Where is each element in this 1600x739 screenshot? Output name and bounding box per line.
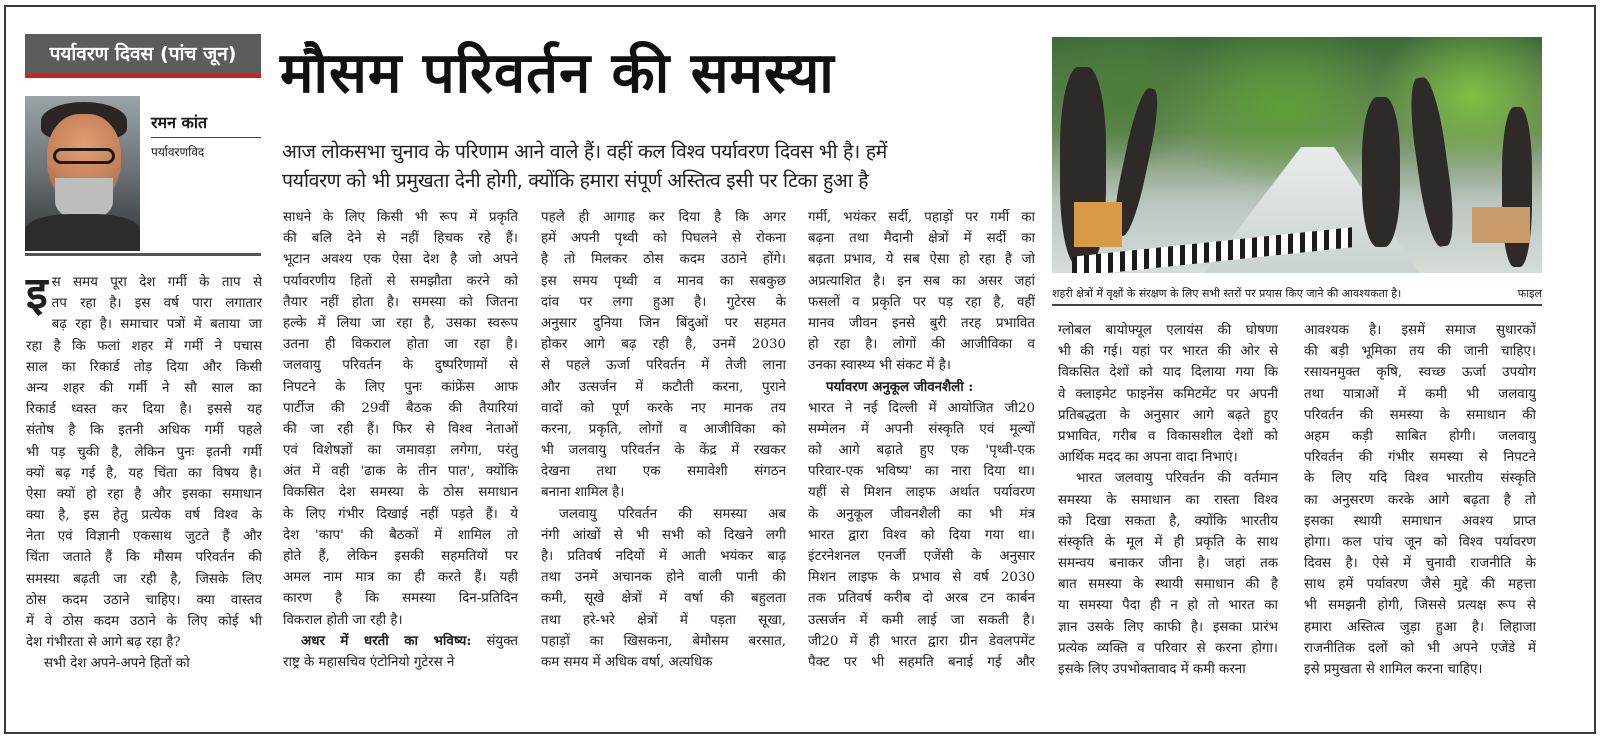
text-line: आर्थिक मदद का अपना वादा निभाएं। (1058, 450, 1238, 466)
text-line: रहा है कि फलां शहर में गर्मी ने पचास (26, 338, 262, 354)
subheading: पर्यावरण अनुकूल जीवनशैली : (826, 378, 974, 395)
photo-credit: फाइल (1517, 287, 1542, 300)
text-line: की बलि देने से नहीं हिचक रहे हैं। (283, 231, 518, 247)
text-line: भारत जलवायु परिवर्तन की वर्तमान (1076, 471, 1278, 487)
text-line: ठोस कदम उठाने चाहिए। क्या वास्तव (26, 592, 262, 608)
text-line: या समस्या पैदा ही न हो तो भारत का (1058, 598, 1278, 614)
text-line: और उत्सर्जन में कटौती करना, पुराने (541, 379, 786, 395)
text-line: रिकार्ड ध्वस्त कर दिया है। इससे यह (26, 402, 262, 418)
text-line: होते हैं, लेकिन इसकी सहमतियों पर (283, 549, 518, 564)
text-line: निपटने के लिए पुनः कांफ्रेंस आफ (283, 379, 518, 395)
text-line: देखना तथा एक समावेशी संगठन (541, 464, 786, 480)
text-line: यहीं से मिशन लाइफ अर्थात पर्यावरण (808, 485, 1035, 501)
text-line: के लिए यदि विश्व भारतीय संस्कृति (1304, 471, 1536, 487)
text-line: इसके लिए उपभोक्तावाद में कमी करना (1058, 662, 1246, 677)
text-line: साधने के लिए किसी भी रूप में प्रकृति (283, 210, 518, 225)
text-line: नंगी आंखों से भी सभी को दिखने लगी (541, 527, 786, 543)
text-line: जी20 में ही भारत द्वारा ग्रीन डेवलपमेंट (808, 633, 1035, 649)
text-line: अमल नाम मात्र का ही करते हैं। यही (283, 570, 518, 586)
deck-line: आज लोकसभा चुनाव के परिणाम आने वाले हैं। वहीं कल विश्व पर्यावरण दिवस भी है। हमें (282, 140, 887, 163)
text-line: कमी, सूखे क्षेत्रों में वर्षा की बहुलता (541, 591, 786, 607)
text-line: पैक्ट पर भी सहमति बनाई गई और (808, 654, 1035, 670)
text-line: परिवार-एक भविष्य' का नारा दिया था। (808, 464, 1035, 480)
text-line: ग्लोबल बायोफ्यूल एलायंस की घोषणा (1058, 323, 1278, 338)
deck-line: पर्यावरण को भी प्रमुखता देनी होगी, क्योंकि हमारा संपूर्ण अस्तित्व इसी पर टिका हुआ है (282, 169, 869, 192)
text-line: के लिए गंभीर दिखाई नहीं पड़ते हैं। ये (283, 506, 518, 522)
text-line: हल्के में लिया जा रहा है, उसका स्वरूप (283, 315, 518, 331)
text-line: पहले ही आगाह कर दिया है कि अगर (541, 210, 786, 225)
text-line: कारण है कि समस्या दिन-प्रतिदिन (283, 591, 518, 607)
text-line: समस्या के समाधान का रास्ता विश्व (1058, 492, 1278, 508)
text-line: तक प्रतिवर्ष करीब दो अरब टन कार्बन (808, 591, 1035, 607)
text-line: साल का रिकार्ड तोड़ दिया और किसी (26, 359, 262, 375)
subheading-line (283, 631, 518, 652)
text-line: बात समस्या के स्थायी समाधान की है (1058, 577, 1278, 593)
author-photo (25, 96, 140, 251)
text-line: प्रभावित, गरीब व विकासशील देशों को (1058, 428, 1278, 444)
drop-cap: इ (26, 268, 48, 319)
photo-tree-trunk (1502, 107, 1532, 267)
text-line: भूटान अवश्य एक ऐसा देश है जो अपने (283, 252, 518, 268)
text-line: रसायनमुक्त कृषि, स्वच्छ ऊर्जा उपयोग (1304, 365, 1536, 381)
text-line: भी समझनी होगी, जिससे प्रत्यक्ष रूप से (1304, 598, 1536, 614)
article-column-3 (541, 207, 786, 673)
text-line: पार्टीज की 29वीं बैठक की तैयारियां (283, 400, 518, 416)
text-line: होकर आगे बढ़ रही है, उनमें 2030 (541, 337, 786, 353)
text-line: मिशन लाइफ के प्रभाव से वर्ष 2030 (808, 570, 1035, 586)
text-line: आवश्यक है। इसमें समाज सुधारकों (1304, 323, 1536, 338)
deck (282, 137, 1040, 195)
text-line: नेता एवं विज्ञानी एकसाथ जुटते हैं और (26, 529, 262, 545)
text-line: होगा। कल पांच जून को विश्व पर्यावरण (1304, 534, 1536, 550)
text-line: क्या है, इस हेतु प्रत्येक वर्ष विश्व के (26, 508, 262, 524)
text-line: चिंता जताते हैं कि मौसम परिवर्तन की (26, 550, 262, 566)
text-line: हमारा अस्तित्व जुड़ा हुआ है। लिहाजा (1304, 619, 1536, 635)
text-line: दिवस है। ऐसे में चुनावी राजनीति के (1304, 556, 1536, 572)
text-line: परिवर्तन की समस्या के समाधान की (1304, 407, 1536, 423)
text-line: ज्ञान उसके लिए काफी है। इसका प्रारंभ (1058, 619, 1278, 635)
text-line: से पहले ऊर्जा परिवर्तन में तेजी लाना (541, 358, 786, 374)
text-line: अंत में वही 'ढाक के तीन पात', क्योंकि (283, 464, 518, 480)
text-line: करना, प्रकृति, लोगों व आजीविका को (541, 421, 786, 437)
text-line: क्यों बढ़ गई है, यह चिंता का विषय है। (26, 465, 262, 481)
text-line: अन्य शहर की गर्मी ने सौ साल का (26, 380, 262, 396)
text-line: गर्मी, भयंकर सर्दी, पहाड़ों पर गर्मी का (808, 210, 1035, 225)
text-line: संतोष है कि इतनी अधिक गर्मी पहले (26, 423, 262, 439)
text-line: वादों को पूर्ण करके नए मानक तय (541, 400, 786, 416)
text-line: भारत द्वारा विश्व को दिया गया था। (808, 527, 1035, 543)
text-line: अनुसार दुनिया जिन बिंदुओं पर सहमत (541, 315, 786, 331)
text-line: उनका स्वास्थ्य भी संकट में है। (808, 358, 951, 374)
article-column-5 (1058, 320, 1278, 680)
subheading: अधर में धरती का भविष्य: (301, 632, 472, 649)
author-name: रमन कांत (151, 111, 261, 138)
text-line: साथ हमें पर्यावरण जैसे मुद्दे की महत्ता (1304, 577, 1536, 593)
text-line: समन्वय बनाकर जीना है। जहां तक (1058, 556, 1278, 572)
photo-tree-trunk (1362, 97, 1400, 247)
text-line: में वे ठोस कदम उठाने के लिए कोई भी (26, 614, 262, 629)
article-column-6 (1304, 320, 1536, 680)
text-line: स समय पूरा देश गर्मी के ताप से (51, 275, 262, 290)
text-line: भी पड़ चुकी है, लेकिन पुनः इतनी गर्मी (26, 444, 262, 460)
photo-tree-trunk (1405, 76, 1458, 249)
text-line: तथा उनमें अचानक होने वाली पानी की (541, 570, 786, 586)
text-line: इस समय पृथ्वी व मानव का सबकुछ (541, 273, 786, 289)
text-line: फसलों व प्रकृति पर पड़ रहा है, वहीं (808, 294, 1035, 310)
text-line: बढ़ रहा है। समाचार पत्रों में बताया जा (51, 317, 262, 333)
photo-caption: शहरी क्षेत्रों में वृक्षों के संरक्षण के लिए सभी स्तरों पर प्रयास किए जाने की आवश्यकता है। (1052, 287, 1402, 300)
text-line: हमें अपनी पृथ्वी को पिघलने से रोकना (541, 231, 786, 247)
text-line: देश गंभीरता से आगे बढ़ रहा है? (26, 635, 181, 651)
text-line: भी की गई। यहां पर भारत की ओर से (1058, 344, 1278, 360)
text-line: को दिखा सकता है, क्योंकि भारतीय (1058, 513, 1278, 529)
headline: मौसम परिवर्तन की समस्या (280, 41, 835, 106)
author-divider (25, 253, 261, 256)
text-line: मानव जीवन इनसे बुरी तरह प्रभावित (808, 315, 1035, 331)
text-line: की जा रही हैं। फिर से विश्व नेताओं (283, 421, 518, 437)
photo-fence (1472, 207, 1530, 243)
text-line: राजनीतिक दलों को भी अपने एजेंडे में (1304, 640, 1536, 656)
text-line: तैयार नहीं होता है। समस्या को जितना (283, 294, 518, 310)
text-line: पहाड़ों का खिसकना, बेमौसम बरसात, (541, 633, 786, 649)
text-line: बढ़ता प्रभाव, ये सब ऐसा हो रहा है जो (808, 252, 1035, 268)
tree-lined-road-photo (1052, 37, 1542, 273)
text-line: भी जलवायु परिवर्तन के केंद्र में रखकर (541, 443, 786, 459)
text-line: तथा यात्राओं में कमी भी जलवायु (1304, 386, 1536, 402)
text-line: ऐसा क्यों हो रहा है और इसका समाधान (26, 486, 262, 502)
text-line: बढ़ना तथा मैदानी क्षेत्रों में सर्दी का (808, 231, 1035, 247)
text-line: समस्या बढ़ती जा रही है, जिसके लिए (26, 571, 262, 587)
text-line: प्रतिबद्धता के अनुसार आगे बढ़ते हुए (1058, 407, 1278, 423)
text-line: संस्कृति के मूल में ही प्रकृति के साथ (1058, 534, 1278, 550)
text-line: देश 'काप' की बैठकों में शामिल तो (283, 527, 518, 543)
text-line: को आगे बढ़ाते हुए एक 'पृथ्वी-एक (808, 443, 1035, 459)
photo-caption-row (1052, 285, 1542, 306)
author-role: पर्यावरणविद (151, 145, 205, 159)
text-line: सम्मेलन में अपनी संस्कृति एवं मूल्यों (808, 421, 1035, 437)
text-line: तथा हरे-भरे क्षेत्रों में पड़ता सूखा, (541, 612, 786, 628)
text-line: की बड़ी भूमिका तय की जानी चाहिए। (1304, 344, 1536, 360)
article-column-1 (26, 268, 262, 675)
text-line: है। प्रतिवर्ष नदियों में आती भयंकर बाढ़ (541, 549, 786, 564)
text-line: जलवायु परिवर्तन की समस्या अब (559, 506, 786, 522)
text-line: हो रहा है। लोगों की आजीविका व (808, 337, 1035, 353)
subheading-continuation: संयुक्त (471, 633, 518, 649)
text-line: प्रत्येक व्यक्ति व परिवार से करना होगा। (1058, 640, 1278, 656)
text-line: उतना ही विकराल होता जा रहा है। (283, 337, 518, 353)
subheading-line (808, 377, 1035, 398)
text-line: कम समय में अधिक वर्षा, अत्यधिक (541, 654, 713, 670)
text-line: इसका स्थायी समाधान अवश्य प्राप्त (1304, 513, 1536, 529)
text-line: सभी देश अपने-अपने हितों को (44, 656, 190, 672)
text-line: पर्यावरणीय हितों से समझौता करने को (283, 273, 518, 289)
section-kicker: पर्यावरण दिवस (पांच जून) (25, 34, 261, 78)
article-column-2 (283, 207, 518, 673)
text-line: राष्ट्र के महासचिव एंटोनियो गुटेरस ने (283, 654, 455, 670)
text-line: बनाना शामिल है। (541, 485, 625, 501)
text-line: तप रहा है। इस वर्ष पारा लगातार (51, 296, 262, 312)
text-line: विकराल होती जा रही है। (283, 612, 403, 628)
text-line: उत्सर्जन में कमी लाई जा सकती है। (808, 612, 1035, 628)
text-line: दांव पर लगा हुआ है। गुटेरस के (541, 294, 786, 310)
text-line: अहम कड़ी साबित होगी। जलवायु (1304, 428, 1536, 444)
author-shirt (25, 214, 140, 251)
photo-fence (1074, 202, 1122, 247)
text-line: वे क्लाइमेट फाइनेंस कमिटमेंट पर अपनी (1058, 386, 1278, 402)
text-line: का अनुसरण करके आगे बढ़ता है तो (1304, 492, 1536, 508)
text-line: के अनुकूल जीवनशैली का भी मंत्र (808, 506, 1035, 522)
text-line: विकसित देशों को याद दिलाया गया कि (1058, 365, 1278, 381)
text-line: इंटरनेशनल एनर्जी एजेंसी के अनुसार (808, 549, 1035, 564)
text-line: जलवायु परिवर्तन के दुष्परिणामों से (283, 358, 518, 374)
text-line: अप्रत्याशित है। इन सब का असर जहां (808, 273, 1035, 289)
text-line: एवं विशेषज्ञों का जमावड़ा लगेगा, परंतु (283, 443, 518, 459)
text-line: परिवर्तन की गंभीर समस्या से निपटने (1304, 450, 1536, 466)
text-line: भारत ने नई दिल्ली में आयोजित जी20 (808, 400, 1035, 416)
text-line: विकसित देश समस्या के ठोस समाधान (283, 485, 518, 501)
author-glasses (53, 148, 115, 164)
text-line: है तो मिलकर ठोस कदम उठाने होंगे। (541, 252, 786, 268)
text-line: इसे प्रमुखता से शामिल करना चाहिए। (1304, 662, 1483, 677)
article-column-4 (808, 207, 1035, 673)
